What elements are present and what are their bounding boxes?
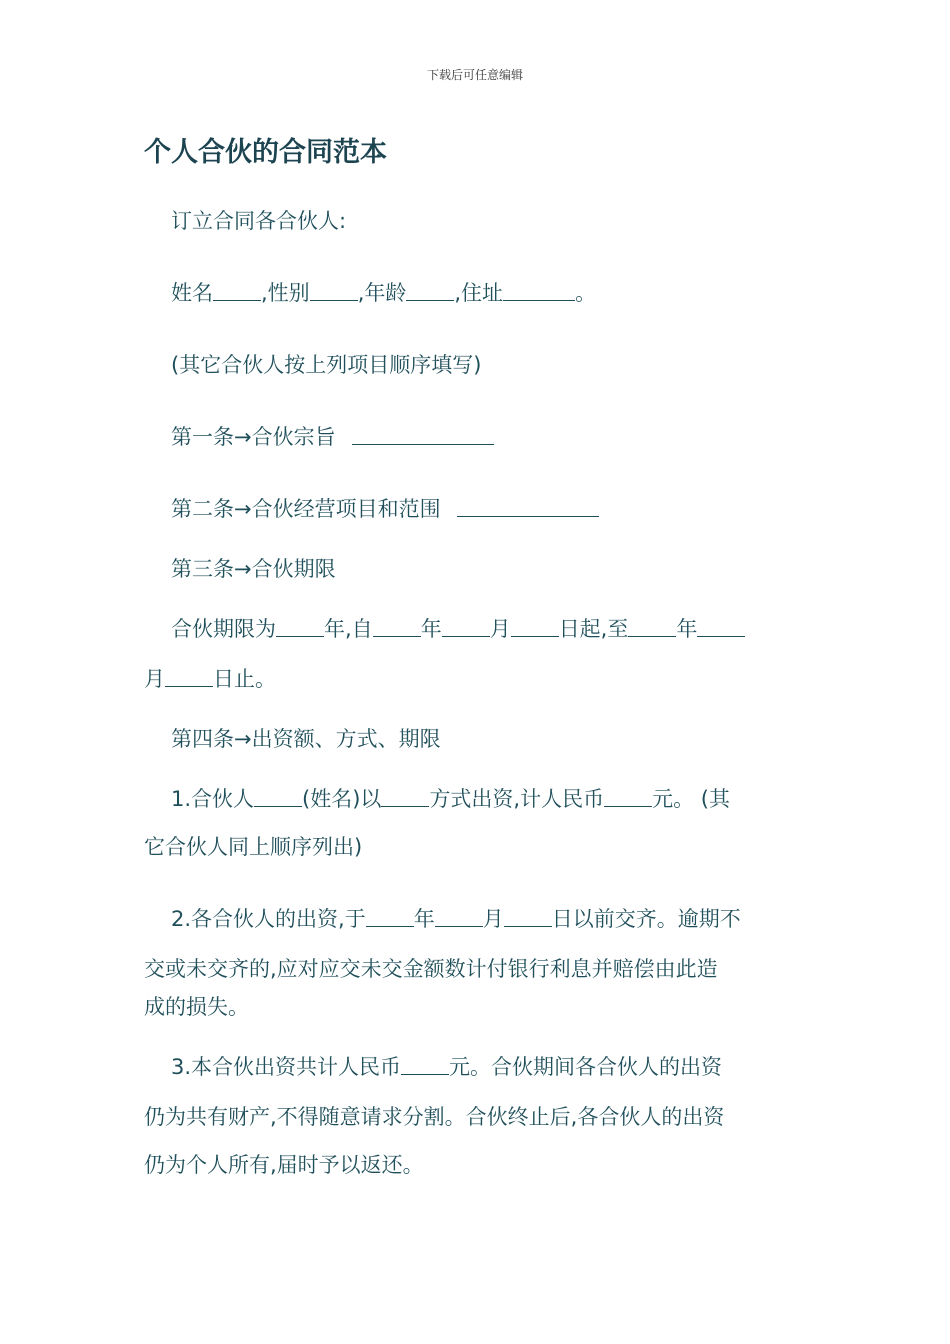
item-1-amount-label: 方式出资,计人民币 [429, 787, 605, 811]
year-label: 年 [420, 617, 442, 641]
article-2-text: 第二条→合伙经营项目和范围 [171, 497, 441, 521]
article-3-text: 第三条→合伙期限 [171, 557, 336, 581]
item-3-line-3 [144, 1140, 814, 1190]
note-text: (其它合伙人按上列项目顺序填写) [171, 353, 482, 377]
item-3-continuation-2: 仍为个人所有,届时予以返还。 [144, 1153, 424, 1177]
item-2-line-1 [144, 894, 841, 944]
article-3 [144, 544, 841, 594]
item-2-label: 2.各合伙人的出资,于 [171, 907, 366, 931]
item-1-end: 元。 (其 [652, 787, 730, 811]
start-day-blank[interactable] [511, 614, 559, 637]
item-3-label: 3.本合伙出资共计人民币 [171, 1055, 402, 1079]
gender-blank[interactable] [310, 278, 358, 301]
partner-name-blank[interactable] [254, 784, 302, 807]
item-1-label: 1.合伙人 [171, 787, 255, 811]
term-from-label: 年,自 [324, 617, 373, 641]
article-1 [144, 412, 841, 462]
article-1-text: 第一条→合伙宗旨 [171, 425, 336, 449]
item-3-line-2 [144, 1092, 814, 1142]
intro-paragraph [144, 196, 841, 246]
item-3-mid: 元。合伙期间各合伙人的出资 [449, 1055, 723, 1079]
deadline-day-blank[interactable] [504, 904, 552, 927]
period: 。 [575, 281, 597, 305]
start-year-blank[interactable] [373, 614, 421, 637]
item-3-line-1 [144, 1042, 841, 1092]
item-2-end: 日以前交齐。逾期不 [551, 907, 741, 931]
intro-text: 订立合同各合伙人: [171, 209, 347, 233]
term-line-1 [144, 604, 841, 654]
term-years-blank[interactable] [276, 614, 324, 637]
item-1-mid: (姓名)以 [302, 787, 382, 811]
item-1-continuation: 它合伙人同上顺序列出) [144, 835, 363, 859]
item-1-line-1 [144, 774, 841, 824]
month-label: 月 [489, 617, 511, 641]
item-1-line-2 [144, 822, 814, 872]
deadline-month-blank[interactable] [435, 904, 483, 927]
age-blank[interactable] [406, 278, 454, 301]
term-label: 合伙期限为 [171, 617, 276, 641]
total-amount-blank[interactable] [401, 1052, 449, 1075]
month-label: 月 [144, 667, 165, 691]
article-4-text: 第四条→出资额、方式、期限 [171, 727, 441, 751]
gender-label: ,性别 [261, 281, 310, 305]
partner-info-line [144, 268, 841, 318]
article-4 [144, 714, 841, 764]
item-2-continuation: 交或未交齐的,应对应交未交金额数计付银行利息并赔偿由此造 [144, 957, 718, 981]
name-blank[interactable] [213, 278, 261, 301]
address-label: ,住址 [454, 281, 504, 305]
scope-blank[interactable] [457, 494, 599, 517]
name-label: 姓名 [171, 281, 213, 305]
end-day-blank[interactable] [165, 664, 213, 687]
term-end-label: 日止。 [213, 667, 276, 691]
item-2-continuation-2: 成的损失。 [144, 995, 249, 1019]
month-label: 月 [482, 907, 504, 931]
year-label: 年 [413, 907, 435, 931]
term-line-2 [144, 654, 814, 704]
article-2 [144, 484, 841, 534]
item-3-continuation: 仍为共有财产,不得随意请求分割。合伙终止后,各合伙人的出资 [144, 1105, 725, 1129]
year-label: 年 [676, 617, 698, 641]
age-label: ,年龄 [357, 281, 407, 305]
method-blank[interactable] [381, 784, 429, 807]
end-year-blank[interactable] [628, 614, 676, 637]
item-2-line-3 [144, 982, 814, 1032]
purpose-blank[interactable] [352, 422, 494, 445]
end-month-blank[interactable] [697, 614, 745, 637]
address-blank[interactable] [503, 278, 575, 301]
deadline-year-blank[interactable] [366, 904, 414, 927]
amount-blank[interactable] [604, 784, 652, 807]
note-paragraph [144, 340, 841, 390]
document-title: 个人合伙的合同范本 [144, 137, 387, 168]
start-month-blank[interactable] [442, 614, 490, 637]
term-to-label: 日起,至 [558, 617, 629, 641]
page-header: 下载后可任意编辑 [426, 68, 523, 82]
